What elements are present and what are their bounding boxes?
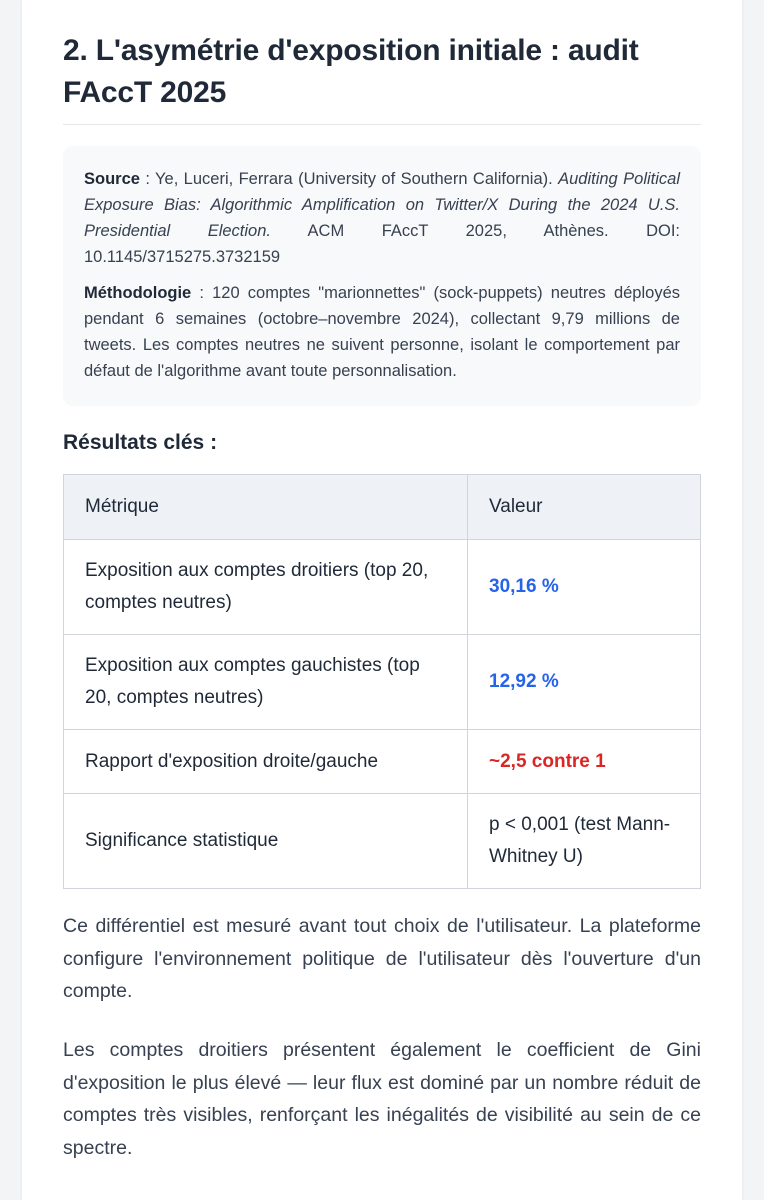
body-paragraph: Ce différentiel est mesuré avant tout choix de l'utilisateur. La plateforme configure l'environnement politique de l'utilisateur dès l'ouverture d'un compte. [63, 915, 701, 1002]
source-box [63, 146, 701, 406]
value-cell: ~2,5 contre 1 [468, 730, 701, 794]
value-cell: 12,92 % [468, 635, 701, 730]
table-row [64, 635, 701, 730]
source-title: Auditing Political Exposure Bias: Algorithmic Amplification on Twitter/X During the 2024 U.S. Presidential Election. [84, 170, 680, 240]
metric-cell: Exposition aux comptes gauchistes (top 20, comptes neutres) [64, 635, 468, 730]
results-heading: Résultats clés : [63, 431, 218, 454]
header-value: Valeur [468, 475, 701, 540]
body-paragraph: Les comptes droitiers présentent également le coefficient de Gini d'exposition le plus élevé — leur flux est dominé par un nombre réduit de comptes très visibles, renforçant les inégalités de visibilité au sein de ce spectre. [63, 1039, 701, 1159]
source-paragraph [84, 166, 680, 270]
source-authors: Ye, Luceri, Ferrara (University of Southern California). [155, 170, 559, 188]
source-label: Source [84, 170, 140, 188]
metric-cell: Significance statistique [64, 794, 468, 889]
results-table [63, 474, 701, 889]
value-cell: p < 0,001 (test Mann-Whitney U) [468, 794, 701, 889]
table-row [64, 730, 701, 794]
metric-cell: Rapport d'exposition droite/gauche [64, 730, 468, 794]
article-card [22, 0, 742, 1200]
source-venue: ACM FAccT 2025, Athènes. DOI: 10.1145/3715275.3732159 [84, 222, 680, 266]
table-row [64, 540, 701, 635]
methodology-text: 120 comptes "marionnettes" (sock-puppets) neutres déployés pendant 6 semaines (octobre–novembre 2024), collectant 9,79 millions de tweets. Les comptes neutres ne suivent personne, isolant le comportement par défaut de l'algorithme avant toute personnalisation. [84, 284, 680, 380]
table-header-row [64, 475, 701, 540]
heading-divider [63, 124, 701, 125]
source-separator: : [139, 170, 156, 188]
methodology-paragraph [84, 280, 680, 384]
value-cell: 30,16 % [468, 540, 701, 635]
table-row [64, 794, 701, 889]
methodology-label: Méthodologie [84, 284, 192, 302]
methodology-separator: : [191, 284, 213, 302]
section-heading: 2. L'asymétrie d'exposition initiale : audit FAccT 2025 [63, 34, 639, 109]
header-metric: Métrique [64, 475, 468, 540]
metric-cell: Exposition aux comptes droitiers (top 20, comptes neutres) [64, 540, 468, 635]
